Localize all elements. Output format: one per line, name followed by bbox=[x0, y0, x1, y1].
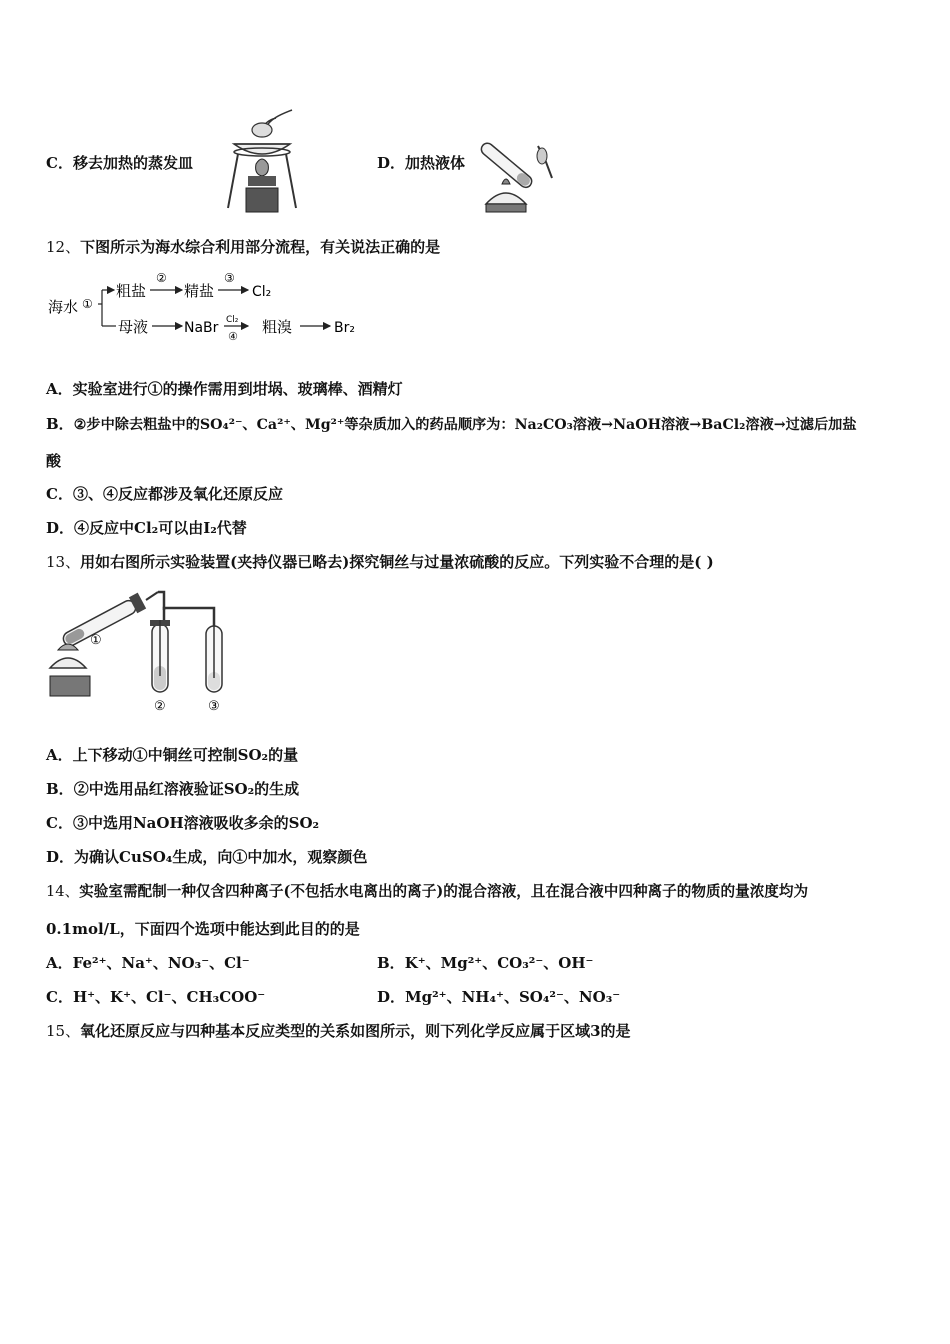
flow-crude-bromine: 粗溴 bbox=[262, 318, 293, 336]
option-label: B． bbox=[377, 954, 405, 972]
q12-option-b bbox=[46, 413, 857, 434]
option-text: Mg²⁺、NH₄⁺、SO₄²⁻、NO₃⁻ bbox=[405, 988, 621, 1006]
option-label: C． bbox=[46, 814, 73, 832]
top-option-d bbox=[377, 152, 465, 173]
top-option-c bbox=[46, 152, 193, 173]
option-label: C． bbox=[46, 154, 73, 172]
flow-step4: ④ bbox=[228, 330, 238, 343]
heating-liquid-figure bbox=[476, 118, 566, 218]
q15-stem bbox=[46, 1020, 631, 1041]
question-text: 实验室需配制一种仅含四种离子(不包括水电离出的离子)的混合溶液，且在混合液中四种离子的物质的量浓度均为 bbox=[79, 883, 809, 900]
option-text: Fe²⁺、Na⁺、NO₃⁻、Cl⁻ bbox=[72, 954, 250, 972]
question-number: 14、 bbox=[46, 883, 80, 900]
question-text-cont: 0.1mol/L，下面四个选项中能达到此目的的是 bbox=[46, 920, 360, 938]
option-label: C． bbox=[46, 988, 73, 1006]
option-label: B． bbox=[46, 780, 74, 798]
option-text: K⁺、Mg²⁺、CO₃²⁻、OH⁻ bbox=[404, 954, 594, 972]
option-label: D． bbox=[46, 519, 75, 537]
flow-step1: ① bbox=[82, 297, 93, 311]
flow-nabr: NaBr bbox=[184, 320, 219, 336]
option-label: D． bbox=[377, 988, 406, 1006]
q14-stem bbox=[46, 880, 808, 901]
option-text: ②步中除去粗盐中的SO₄²⁻、Ca²⁺、Mg²⁺等杂质加入的药品顺序为：Na₂CO₃溶液→NaOH溶液→BaCl₂溶液→过滤后加盐 bbox=[73, 417, 857, 433]
option-text: ④反应中Cl₂可以由I₂代替 bbox=[74, 519, 247, 537]
option-text: 移去加热的蒸发皿 bbox=[72, 154, 193, 172]
flow-step2: ② bbox=[156, 271, 167, 285]
option-label: C． bbox=[46, 485, 73, 503]
q14-option-c bbox=[46, 986, 265, 1007]
flow-refined-salt: 精盐 bbox=[184, 282, 215, 300]
option-label: D． bbox=[377, 154, 406, 172]
question-text: 下图所示为海水综合利用部分流程，有关说法正确的是 bbox=[80, 238, 441, 256]
option-text: 实验室进行①的操作需用到坩埚、玻璃棒、酒精灯 bbox=[72, 380, 403, 398]
seawater-flowchart bbox=[46, 268, 376, 344]
fig-label-3: ③ bbox=[208, 699, 220, 714]
q12-option-b-cont bbox=[46, 450, 61, 471]
copper-sulfuric-acid-apparatus bbox=[46, 586, 246, 718]
option-text: H⁺、K⁺、Cl⁻、CH₃COO⁻ bbox=[72, 988, 266, 1006]
option-text: 加热液体 bbox=[405, 154, 466, 172]
option-label: A． bbox=[46, 380, 73, 398]
flow-step4-reagent: Cl₂ bbox=[226, 315, 239, 325]
q14-option-b bbox=[377, 952, 593, 973]
q12-option-c bbox=[46, 483, 283, 504]
option-text: 为确认CuSO₄生成，向①中加水，观察颜色 bbox=[74, 848, 368, 866]
option-text: ②中选用品红溶液验证SO₂的生成 bbox=[73, 780, 300, 798]
option-label: A． bbox=[46, 746, 73, 764]
q13-option-a bbox=[46, 744, 298, 765]
q12-stem bbox=[46, 236, 440, 257]
flow-cl2-product: Cl₂ bbox=[252, 284, 272, 300]
q13-option-b bbox=[46, 778, 299, 799]
flow-mother-liquor: 母液 bbox=[118, 318, 149, 336]
q13-option-d bbox=[46, 846, 367, 867]
q13-option-c bbox=[46, 812, 319, 833]
option-label: D． bbox=[46, 848, 75, 866]
question-number: 13、 bbox=[46, 553, 81, 571]
option-text: ③中选用NaOH溶液吸收多余的SO₂ bbox=[72, 814, 320, 832]
option-text-cont: 酸 bbox=[46, 452, 62, 470]
question-number: 15、 bbox=[46, 1022, 81, 1040]
question-text: 氧化还原反应与四种基本反应类型的关系如图所示，则下列化学反应属于区域3的是 bbox=[80, 1022, 631, 1040]
q12-option-d bbox=[46, 517, 247, 538]
q13-stem bbox=[46, 551, 714, 572]
flow-crude-salt: 粗盐 bbox=[116, 282, 147, 300]
fig-label-1: ① bbox=[90, 633, 102, 648]
q14-option-d bbox=[377, 986, 620, 1007]
q14-stem-cont bbox=[46, 918, 360, 939]
question-number: 12、 bbox=[46, 238, 81, 256]
q14-option-a bbox=[46, 952, 250, 973]
option-label: B． bbox=[46, 415, 74, 433]
q12-option-a bbox=[46, 378, 403, 399]
flow-step3: ③ bbox=[224, 271, 235, 285]
option-label: A． bbox=[46, 954, 73, 972]
flow-br2-product: Br₂ bbox=[334, 320, 355, 336]
evaporating-dish-figure bbox=[224, 108, 300, 216]
flow-source: 海水 bbox=[48, 298, 79, 316]
fig-label-2: ② bbox=[154, 699, 166, 714]
option-text: 上下移动①中铜丝可控制SO₂的量 bbox=[72, 746, 299, 764]
question-text: 用如右图所示实验装置(夹持仪器已略去)探究铜丝与过量浓硫酸的反应。下列实验不合理的是( ) bbox=[80, 553, 714, 571]
option-text: ③、④反应都涉及氧化还原反应 bbox=[72, 485, 283, 503]
